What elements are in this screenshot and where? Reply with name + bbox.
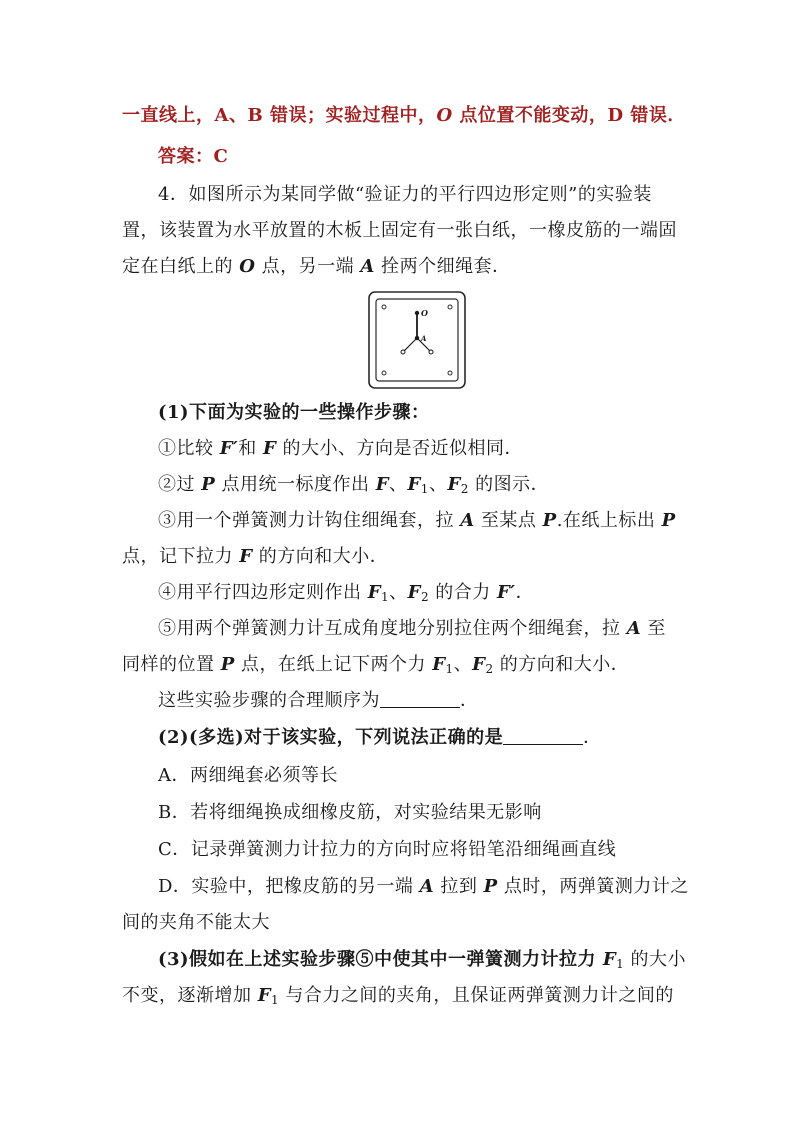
- answer-label: 答案：: [158, 146, 214, 167]
- text: ①比较: [158, 438, 220, 459]
- q4-line-3: [122, 254, 682, 280]
- answer-value: C: [213, 146, 229, 167]
- var-o: O: [436, 105, 453, 126]
- text: 这些实验步骤的合理顺序为: [158, 690, 380, 711]
- q4-line-1: [158, 182, 718, 208]
- var: F: [257, 985, 272, 1006]
- subscript: 1: [616, 957, 625, 971]
- var: A: [419, 876, 435, 897]
- text: 点用统一标度作出: [215, 474, 376, 495]
- text: (2)(多选)对于该实验，下列说法正确的是: [158, 727, 504, 748]
- point-o: [415, 311, 419, 315]
- step-2: [158, 472, 718, 502]
- text: 、: [389, 582, 408, 603]
- var: F: [407, 474, 421, 495]
- text: B．若将细绳换成细橡皮筋，对实验结果无影响: [158, 802, 542, 823]
- step-5-cont: [122, 652, 682, 682]
- text: 与合力之间的夹角，且保证两弹簧测力计之间的: [279, 985, 674, 1006]
- text: 的方向和大小．: [252, 546, 389, 567]
- var-a: A: [360, 256, 375, 277]
- answer-blank[interactable]: [503, 726, 583, 745]
- text: 的大小: [624, 949, 686, 970]
- step-3-cont: [122, 544, 682, 570]
- answer-line: [158, 144, 718, 170]
- part1-intro: [158, 400, 718, 426]
- text: 点位置不能变动，: [452, 105, 608, 126]
- var: F: [472, 654, 486, 675]
- var: F′: [219, 438, 239, 459]
- var: F: [375, 474, 390, 495]
- text: 、: [389, 474, 408, 495]
- var: P: [201, 474, 216, 495]
- text: 和: [238, 438, 263, 459]
- order-question: [158, 688, 718, 714]
- option-c: [158, 837, 718, 863]
- option-a: [158, 763, 718, 789]
- text: 错误．: [623, 105, 686, 126]
- text: B: [247, 105, 264, 126]
- loop-end-right: [429, 350, 433, 354]
- text: 一直线上，: [122, 105, 215, 126]
- answer-blank[interactable]: [380, 689, 460, 708]
- subscript: 1: [271, 993, 280, 1007]
- text: ．: [583, 727, 602, 748]
- var: F: [263, 438, 277, 459]
- text: 点时，两弹簧测力计之: [497, 876, 689, 897]
- var: F: [407, 582, 421, 603]
- var: P: [661, 510, 676, 531]
- text: D．实验中，把橡皮筋的另一端: [158, 876, 420, 897]
- text: C．记录弹簧测力计拉力的方向时应将铅笔沿细绳画直线: [158, 839, 617, 860]
- var: P: [542, 510, 557, 531]
- subscript: 2: [420, 590, 430, 604]
- step-4: [158, 580, 718, 610]
- text: 4．如图所示为某同学做“验证力的平行四边形定则”的实验装: [158, 184, 652, 205]
- pin-icon: [448, 305, 452, 309]
- text: 至: [641, 618, 666, 639]
- step-3: [158, 508, 718, 534]
- subscript: 1: [381, 590, 390, 604]
- text: ．: [515, 582, 535, 603]
- var: P: [220, 654, 235, 675]
- label-a: A: [421, 334, 427, 343]
- text: 定在白纸上的: [122, 256, 240, 277]
- text: 不变，逐渐增加: [122, 985, 258, 1006]
- pin-icon: [382, 371, 386, 375]
- var: F: [239, 546, 253, 567]
- text: (3)假如在上述实验步骤⑤中使其中一弹簧测力计拉力: [158, 949, 603, 970]
- var: A: [626, 618, 642, 639]
- text: ②过: [158, 474, 202, 495]
- text: 点，另一端: [255, 256, 361, 277]
- pin-icon: [382, 305, 386, 309]
- q4-line-2: [122, 218, 682, 244]
- text: 的图示．: [468, 474, 550, 495]
- var: F: [447, 474, 461, 495]
- option-d: [158, 874, 718, 900]
- text: 错误；实验过程中，: [263, 105, 437, 126]
- pin-icon: [448, 371, 452, 375]
- text: 至某点: [474, 510, 543, 531]
- var-o: O: [239, 256, 256, 277]
- var: A: [460, 510, 475, 531]
- subscript: 1: [420, 482, 429, 496]
- text: 、: [228, 105, 248, 126]
- label-o: O: [421, 308, 428, 318]
- text: 同样的位置: [122, 654, 221, 675]
- text: 置，该装置为水平放置的木板上固定有一张白纸，一橡皮筋的一端固: [122, 220, 677, 241]
- var: F: [367, 582, 382, 603]
- part2-question: [158, 725, 718, 751]
- text: 的合力: [429, 582, 498, 603]
- subscript: 1: [445, 662, 454, 676]
- text: (1)下面为实验的一些操作步骤：: [158, 402, 430, 423]
- option-b: [158, 800, 718, 826]
- text: 点，在纸上记下两个力: [234, 654, 433, 675]
- var: F′: [497, 582, 516, 603]
- loop-end-left: [401, 350, 405, 354]
- option-d-cont: [122, 910, 682, 936]
- previous-explanation-line: [122, 103, 686, 129]
- text: 点，记下拉力: [122, 546, 240, 567]
- text: A: [214, 105, 229, 126]
- part3-line-2: [122, 983, 682, 1013]
- subscript: 2: [485, 662, 494, 676]
- text: 、: [453, 654, 473, 675]
- text: 的方向和大小．: [493, 654, 630, 675]
- text: 的大小、方向是否近似相同．: [276, 438, 524, 459]
- text: D: [607, 105, 624, 126]
- text: 拉到: [434, 876, 484, 897]
- subscript: 2: [460, 482, 469, 496]
- text: ④用平行四边形定则作出: [158, 582, 368, 603]
- text: ⑤用两个弹簧测力计互成角度地分别拉住两个细绳套，拉: [158, 618, 627, 639]
- text: 拴两个细绳套．: [374, 256, 511, 277]
- var: F: [602, 949, 617, 970]
- var: F: [432, 654, 446, 675]
- experiment-apparatus-diagram: [368, 291, 466, 389]
- text: 、: [428, 474, 448, 495]
- text: .在纸上标出: [556, 510, 662, 531]
- text: ③用一个弹簧测力计钩住细绳套，拉: [158, 510, 461, 531]
- text: ．: [460, 690, 479, 711]
- text: 间的夹角不能太大: [122, 912, 270, 933]
- part3-line-1: [158, 947, 718, 977]
- var: P: [483, 876, 498, 897]
- text: A．两细绳套必须等长: [158, 765, 338, 786]
- step-5: [158, 616, 718, 642]
- string-loop-left: [404, 338, 417, 351]
- step-1: [158, 436, 718, 462]
